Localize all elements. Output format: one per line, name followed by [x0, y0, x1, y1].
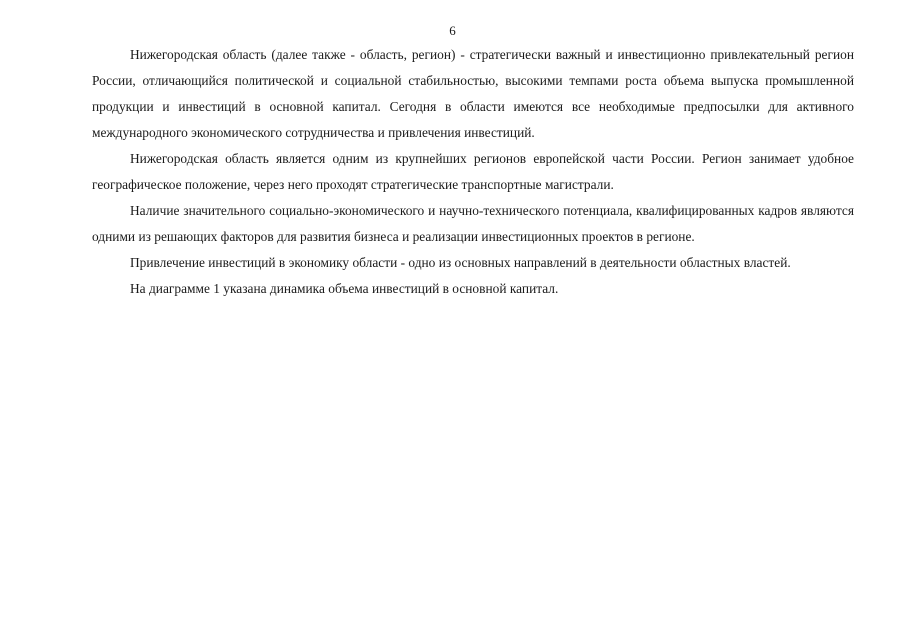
paragraph-potential: Наличие значительного социально-экономического и научно-технического потенциала, квалифицированных кадров являются одними из решающих факторов для развития бизнеса и реализации инвестиционных проектов в регионе.: [92, 203, 854, 244]
page-number: 6: [449, 23, 456, 38]
paragraph-investment-priority: Привлечение инвестиций в экономику области - одно из основных направлений в деятельности областных властей.: [130, 255, 791, 270]
paragraph-geography: Нижегородская область является одним из крупнейших регионов европейской части России. Регион занимает удобное географическое положение, через него проходят стратегические транспортные магистрали.: [92, 151, 854, 192]
body-text: [92, 42, 854, 302]
paragraph-diagram-reference: На диаграмме 1 указана динамика объема инвестиций в основной капитал.: [130, 281, 559, 296]
paragraph-region-overview: Нижегородская область (далее также - область, регион) - стратегически важный и инвестиционно привлекательный регион России, отличающийся политической и социальной стабильностью, высокими темпами роста объема выпуска промышленной продукции и инвестиций в основной капитал. Сегодня в области имеются все необходимые предпосылки для активного международного экономического сотрудничества и привлечения инвестиций.: [92, 47, 854, 140]
